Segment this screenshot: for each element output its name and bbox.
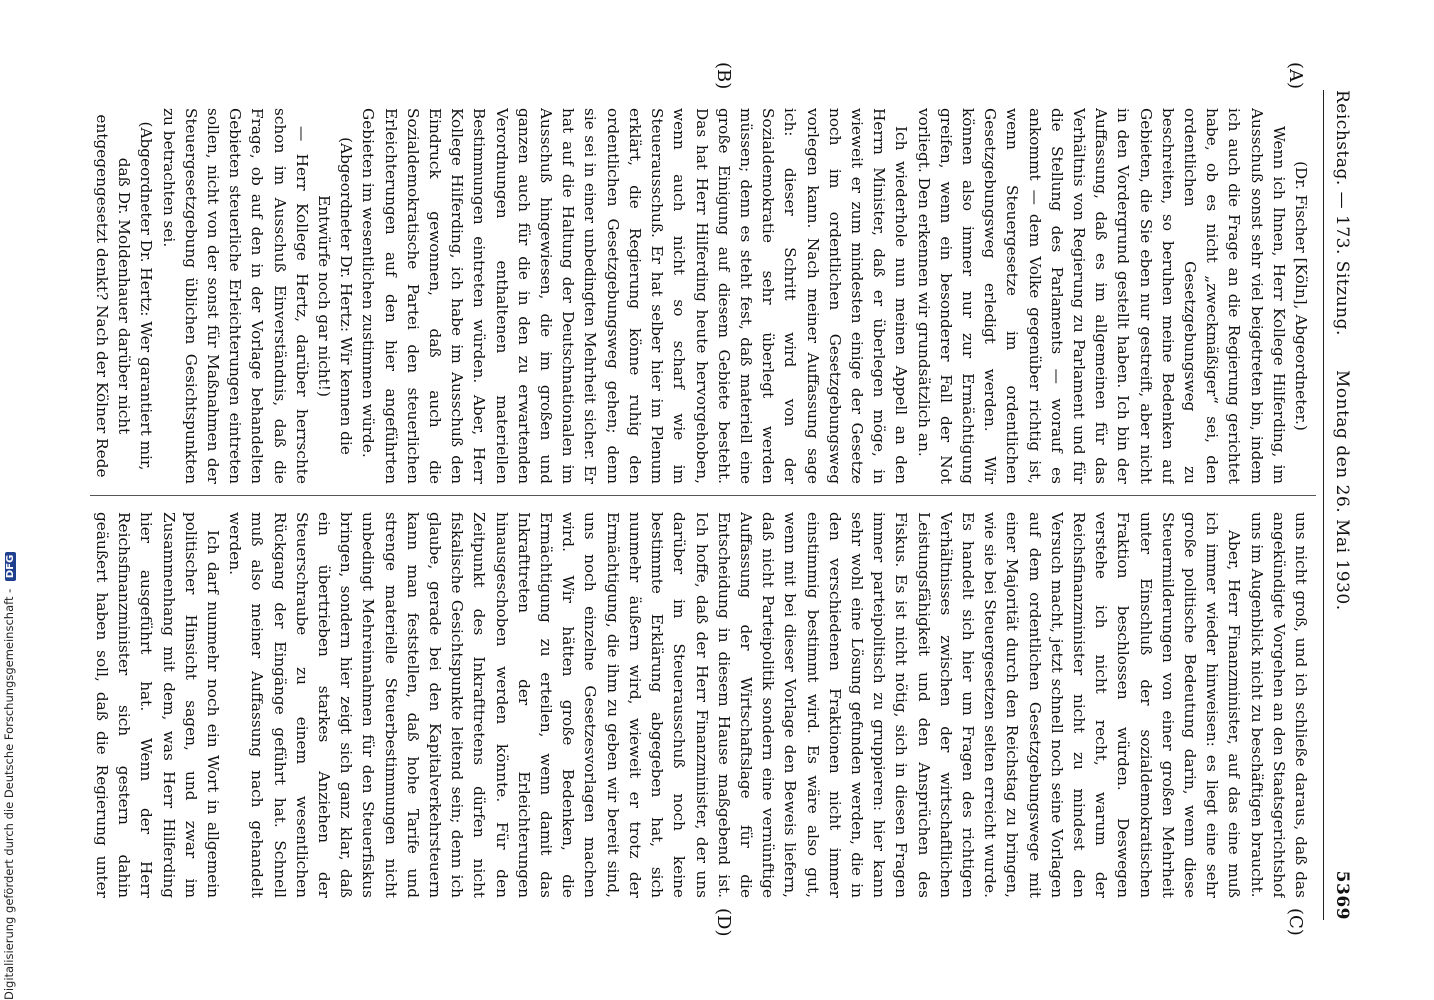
paragraph: Wenn ich Ihnen, Herr Kollege Hilferding, im Ausschuß sonst sehr viel beigetreten bin, indem ich auch die Frage an die Regierung gerichtet habe, ob es nicht „zweckmäßiger“ sei, den ordentlichen Gesetzgebungsweg zu beschreiten, so beruhen meine Bedenken auf Gebieten, die Sie eben nur gestreift, aber nicht in den Vordergrund gestellt haben. Ich bin der Auffassung, daß es im allgemeinen für das Verhältnis von Regierung zu Parlament und für die Stellung des Parlaments — worauf es ankommt — dem Volke gegenüber richtig ist, wenn Steuergesetze im ordentlichen Gesetzgebungsweg erledigt werden. Wir können also immer nur zur Ermächtigung greifen, wenn ein besonderer Fall der Not vorliegt. Den erkennen wir grundsätzlich an. <box>914 108 1288 484</box>
page-header <box>1323 90 1354 920</box>
paragraph: (Abgeordneter Dr. Hertz: Wer garantiert mir, daß Dr. Moldenhauer darüber nicht entgegengesetzt denkt? Nach der Kölner Rede <box>93 114 156 478</box>
column-divider <box>90 495 1316 496</box>
right-column <box>90 512 1312 898</box>
page-number: 5369 <box>1332 870 1352 920</box>
margin-marker-a: (A) <box>1285 62 1306 90</box>
paragraph: (Dr. Fischer [Köln], Abgeordneter.) <box>1292 161 1310 431</box>
paragraph: Ich darf nunmehr noch ein Wort in allgemein politischer Hinsicht sagen, und zwar im Zusammenhang mit dem, was Herr Hilferding hier ausgeführt hat. Wenn der Herr Reichsfinanzminister sich gestern dahin geäußert haben soll, daß die Regierung unter <box>93 512 223 898</box>
header-session: Reichstag. — 173. Sitzung. <box>1332 90 1352 336</box>
paragraph: Ich wiederhole nun meinen Appell an den Herrn Minister, daß er überlegen möge, in wieweit er zum mindesten einige der Gesetze noch im ordentlichen Gesetzgebungsweg vorlegen kann. Nach meiner Auffassung sage ich: dieser Schritt wird von der Sozialdemokratie sehr überlegt werden müssen; denn es steht fest, daß materiell eine große Einigung auf diesem Gebiete besteht. Das hat Herr Hilferding heute hervorgehoben, wenn auch nicht so scharf wie im Steuerausschuß. Er hat selber hier im Plenum erklärt, die Regierung könne ruhig den ordentlichen Gesetzgebungsweg gehen; denn sie sei in einer unbedingten Mehrheit sicher. Er hat auf die Haltung der Deutschnationalen im Ausschuß hingewiesen, die im großen und ganzen auch für die in den zu erwartenden Verordnungen enthaltenen materiellen Bestimmungen eintreten würden. Aber, Herr Kollege Hilferding, ich habe im Ausschuß den Eindruck gewonnen, daß auch die Sozialdemokratische Partei den steuerlichen Erleichterungen auf den hier angeführten Gebieten im wesentlichen zustimmen würde. <box>359 108 911 484</box>
dfg-logo: DFG <box>5 552 16 581</box>
paragraph: — Herr Kollege Hertz, darüber herrschte schon im Ausschuß Einverständnis, daß die Frage, ob auf den in der Vorlage behandelten Gebieten steuerliche Erleichterungen eintreten sollen, nicht von der sonst für Maßnahmen der Steuergesetzgebung üblichen Gesichtspunkten zu betrachten sei. <box>159 108 311 484</box>
paragraph: (Abgeordneter Dr. Hertz: Wir kennen die Entwürfe noch gar nicht!) <box>315 137 356 455</box>
paragraph: Aber, Herr Finanzminister, auf das eine muß ich immer wieder hinweisen: es liegt eine sehr große politische Bedeutung darin, wenn diese Steuermilderungen von einer großen Mehrheit unter Einschluß der sozialdemokratischen Fraktion beschlossen würden. Deswegen verstehe ich nicht recht, warum der Reichsfinanzminister nicht zu mindest den Versuch macht, jetzt schnell noch seine Vorlagen auf dem ordentlichen Gesetzgebungswege mit einer Majorität durch den Reichstag zu bringen, wie sie bei Steuergesetzen selten erreicht wurde. Es handelt sich hier um Fragen des richtigen Verhältnisses zwischen der wirtschaftlichen Leistungsfähigkeit und den Ansprüchen des Fiskus. Es ist nicht nötig, sich in diesen Fragen immer parteipolitisch zu gruppieren: hier kann sehr wohl eine Lösung gefunden werden, die in den verschiedenen Fraktionen nicht immer einstimmig bestimmt wird. Es wäre also gut, wenn mit bei dieser Vorlage den Beweis liefern, daß nicht Parteipolitik sondern eine vernünftige Auffassung der Wirtschaftslage für die Entscheidung in diesem Hause maßgebend ist. Ich hoffe, daß der Herr Finanzminister, der uns darüber im Steuerausschuß noch keine bestimmte Erklärung abgegeben hat, sich nunmehr äußern wird, wieweit er trotz der Ermächtigung, die ihm zu geben wir bereit sind, uns noch einzelne Gesetzesvorlagen machen wird. Wir hätten große Bedenken, die Ermächtigung zu erteilen, wenn damit das Inkrafttreten der Erleichterungen hinausgeschoben werden könnte. Für den Zeitpunkt des Inkrafttretens dürfen nicht fiskalische Gesichtspunkte leitend sein; denn ich glaube, gerade bei den Kapitalverkehrsteuern kann man feststellen, daß hohe Tarife und strenge materielle Steuerbestimmungen nicht unbedingt Mehreinnahmen für den Steuerfiskus bringen, sondern hier zeigt sich ganz klar, daß ein übertrieben starkes Anziehen der Steuerschraube zu einem wesentlichen Rückgang der Eingänge geführt hat. Schnell muß also meiner Auffassung nach gehandelt werden. <box>226 512 1244 898</box>
margin-marker-d: (D) <box>713 908 734 937</box>
digitization-footer <box>0 0 26 1000</box>
left-column <box>90 108 1312 484</box>
margin-marker-c: (C) <box>1285 908 1306 936</box>
funding-notice: Digitalisierung gefördert durch die Deutsche Forschungsgemeinschaft - <box>2 588 16 1000</box>
header-date: Montag den 26. Mai 1930. <box>1332 370 1352 611</box>
paragraph: uns nicht groß, und ich schließe daraus, daß das angekündigte Vorgehen an den Staatsgerichtshof uns im Augenblick nicht zu beschäftigen braucht. <box>1247 512 1310 898</box>
margin-marker-b: (B) <box>713 62 734 90</box>
